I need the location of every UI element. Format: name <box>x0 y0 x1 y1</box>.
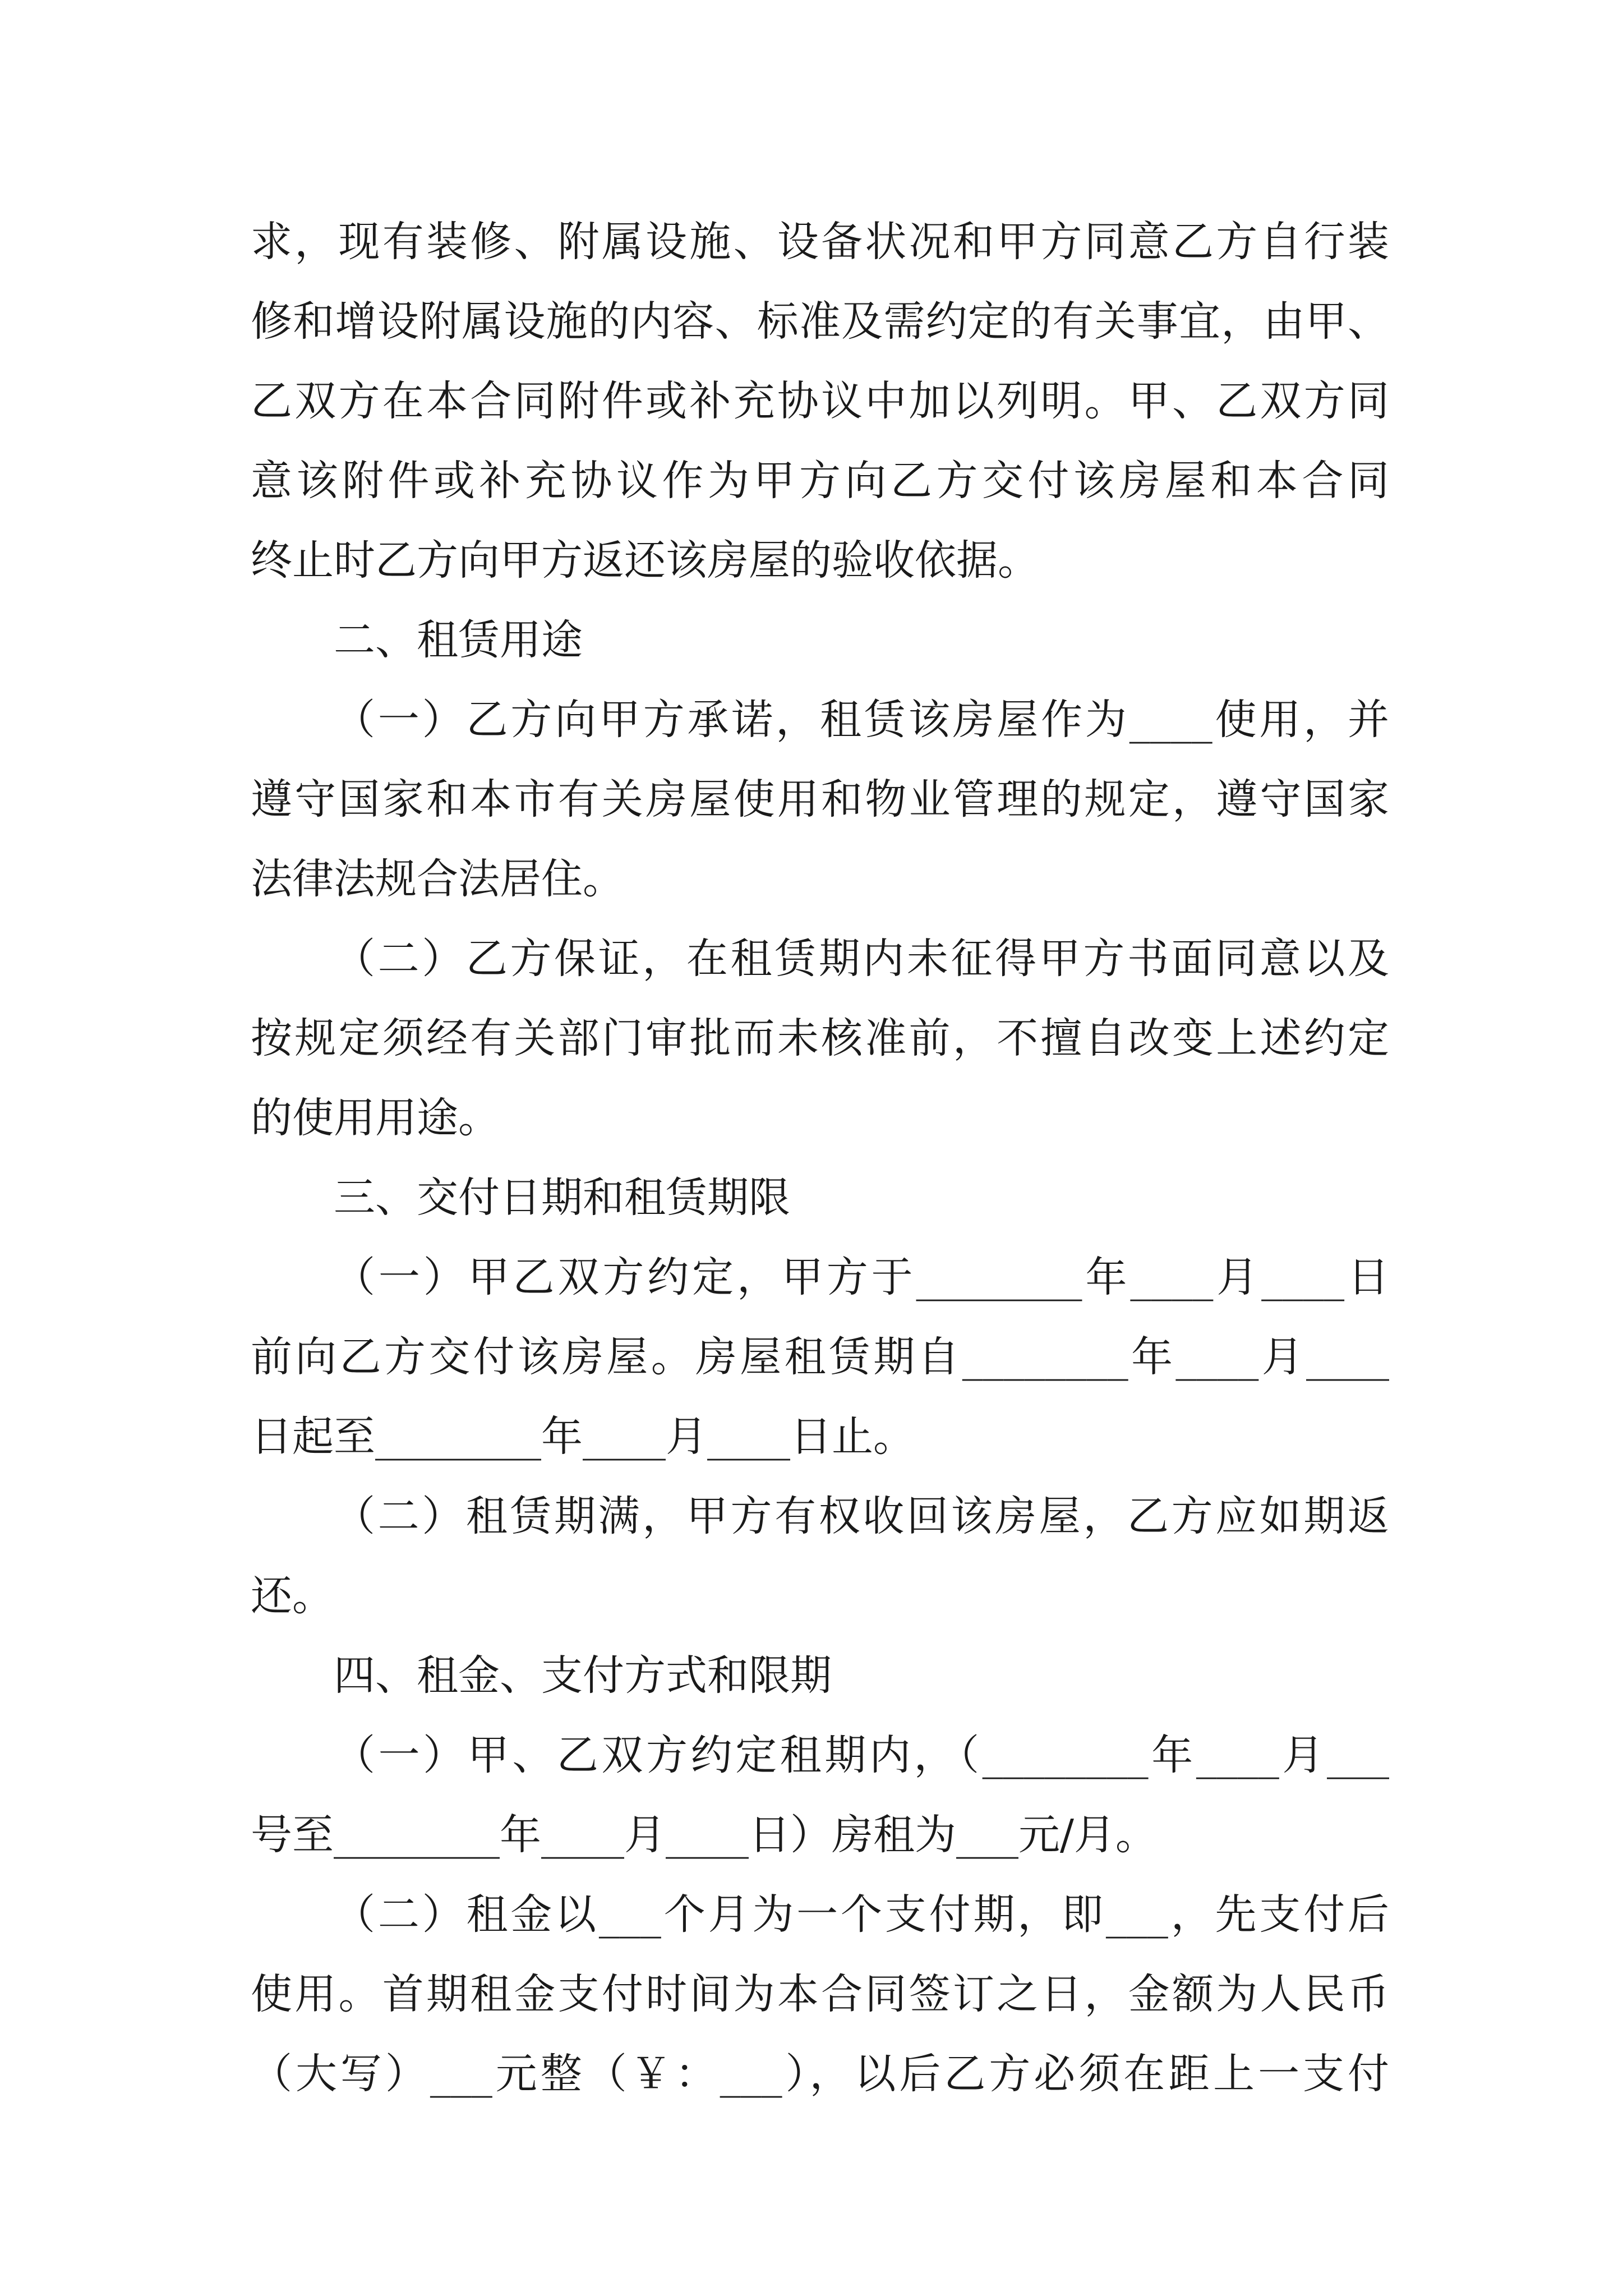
text-line: （大写）___元整（￥：___），以后乙方必须在距上一支付 <box>251 2050 1389 2098</box>
text-line: （一）甲、乙双方约定租期内，（________年____月___ <box>334 1731 1389 1779</box>
text-line: 的使用用途。 <box>251 1094 500 1142</box>
text-line: 乙双方在本合同附件或补充协议中加以列明。甲、乙双方同 <box>251 377 1389 425</box>
text-line: （一）甲乙双方约定，甲方于________年____月____日 <box>334 1253 1389 1301</box>
text-line: 遵守国家和本市有关房屋使用和物业管理的规定，遵守国家 <box>251 775 1389 823</box>
text-line: （二）租金以___个月为一个支付期，即___，先支付后 <box>334 1890 1389 1939</box>
text-line: 号至________年____月____日）房租为___元/月。 <box>251 1811 1157 1859</box>
text-line: 日起至________年____月____日止。 <box>251 1412 915 1461</box>
section-heading: 四、租金、支付方式和限期 <box>334 1651 832 1700</box>
text-line: 求，现有装修、附属设施、设备状况和甲方同意乙方自行装 <box>251 218 1389 266</box>
text-line: 修和增设附属设施的内容、标准及需约定的有关事宜，由甲、 <box>251 297 1389 346</box>
section-heading: 二、租赁用途 <box>334 616 583 664</box>
text-line: 意该附件或补充协议作为甲方向乙方交付该房屋和本合同 <box>251 457 1389 505</box>
text-line: 终止时乙方向甲方返还该房屋的验收依据。 <box>251 536 1039 585</box>
text-line: 前向乙方交付该房屋。房屋租赁期自________年____月____ <box>251 1333 1389 1381</box>
section-heading: 三、交付日期和租赁期限 <box>334 1174 790 1222</box>
text-line: 按规定须经有关部门审批而未核准前，不擅自改变上述约定 <box>251 1014 1389 1062</box>
contract-text <box>251 202 1389 2114</box>
text-line: 还。 <box>251 1572 334 1620</box>
text-line: （二）租赁期满，甲方有权收回该房屋，乙方应如期返 <box>334 1492 1389 1540</box>
text-line: （一）乙方向甲方承诺，租赁该房屋作为____使用，并 <box>334 696 1389 744</box>
text-line: 法律法规合法居住。 <box>251 855 624 903</box>
text-line: （二）乙方保证，在租赁期内未征得甲方书面同意以及 <box>334 935 1389 983</box>
text-line: 使用。首期租金支付时间为本合同签订之日，金额为人民币 <box>251 1970 1389 2018</box>
